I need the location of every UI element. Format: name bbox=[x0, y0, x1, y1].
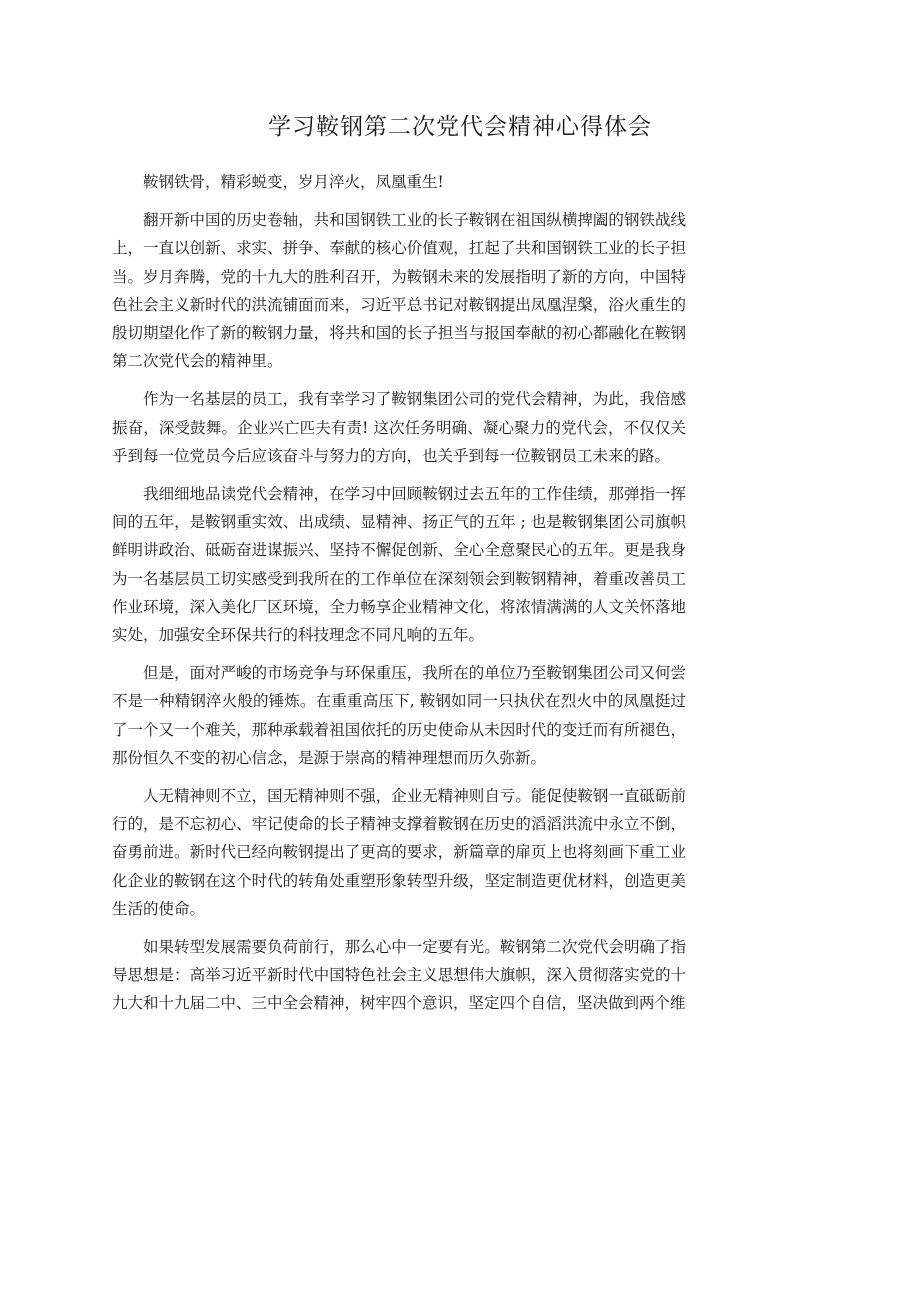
paragraph-3: 作为一名基层的员工，我有幸学习了鞍钢集团公司的党代会精神，为此，我倍感振奋，深受鼓舞。企业兴亡匹夫有责! 这次任务明确、凝心聚力的党代会，不仅仅关乎到每一位党员今后应该奋斗与努力的方向，也关乎到每一位鞍钢员工未来的路。 bbox=[112, 390, 686, 465]
paragraph-5: 但是，面对严峻的市场竞争与环保重压，我所在的单位乃至鞍钢集团公司又何尝不是一种精钢淬火般的锤炼。在重重高压下, 鞍钢如同一只执伏在烈火中的凤凰挺过了一个又一个难关，那种承载着祖国依托的历史使命从未因时代的变迁而有所褪色，那份恒久不变的初心信念，是源于崇高的精神理想而历久弥新。 bbox=[112, 664, 686, 767]
paragraph-6: 人无精神则不立，国无精神则不强，企业无精神则自亏。能促使鞍钢一直砥砺前行的，是不忘初心、牢记使命的长子精神支撑着鞍钢在历史的滔滔洪流中永立不倒，奋勇前进。新时代已经向鞍钢提出了更高的要求，新篇章的扉页上也将刻画下重工业化企业的鞍钢在这个时代的转角处重塑形象转型升级，坚定制造更优材料，创造更美生活的使命。 bbox=[112, 787, 686, 918]
document-body bbox=[112, 168, 686, 1028]
paragraph-2: 翻开新中国的历史卷轴，共和国钢铁工业的长子鞍钢在祖国纵横捭阖的钢铁战线上，一直以创新、求实、拼争、奉献的核心价值观，扛起了共和国钢铁工业的长子担当。岁月奔腾，党的十九大的胜利召开，为鞍钢未来的发展指明了新的方向，中国特色社会主义新时代的洪流铺面而来，习近平总书记对鞍钢提出凤凰涅槃，浴火重生的殷切期望化作了新的鞍钢力量，将共和国的长子担当与报国奉献的初心都融化在鞍钢第二次党代会的精神里。 bbox=[112, 211, 686, 371]
paragraph-7: 如果转型发展需要负荷前行，那么心中一定要有光。鞍钢第二次党代会明确了指导思想是：高举习近平新时代中国特色社会主义思想伟大旗帜，深入贯彻落实党的十九大和十九届二中、三中全会精神，树牢四个意识，坚定四个自信，坚决做到两个维 bbox=[112, 938, 686, 1013]
document-title: 学习鞍钢第二次党代会精神心得体会 bbox=[268, 114, 652, 140]
paragraph-1: 鞍钢铁骨，精彩蜕变，岁月淬火，凤凰重生! bbox=[143, 173, 444, 191]
paragraph-4: 我细细地品读党代会精神，在学习中回顾鞍钢过去五年的工作佳绩，那弹指一挥间的五年，是鞍钢重实效、出成绩、显精神、扬正气的五年 ; 也是鞍钢集团公司旗帜鲜明讲政治、砥砺奋进谋振兴、坚持不懈促创新、全心全意聚民心的五年。更是我身为一名基层员工切实感受到我所在的工作单位在深刻领会到鞍钢精神，着重改善员工作业环境，深入美化厂区环境，全力畅享企业精神文化，将浓情满满的人文关怀落地实处，加强安全环保共行的科技理念不同凡响的五年。 bbox=[112, 485, 686, 645]
